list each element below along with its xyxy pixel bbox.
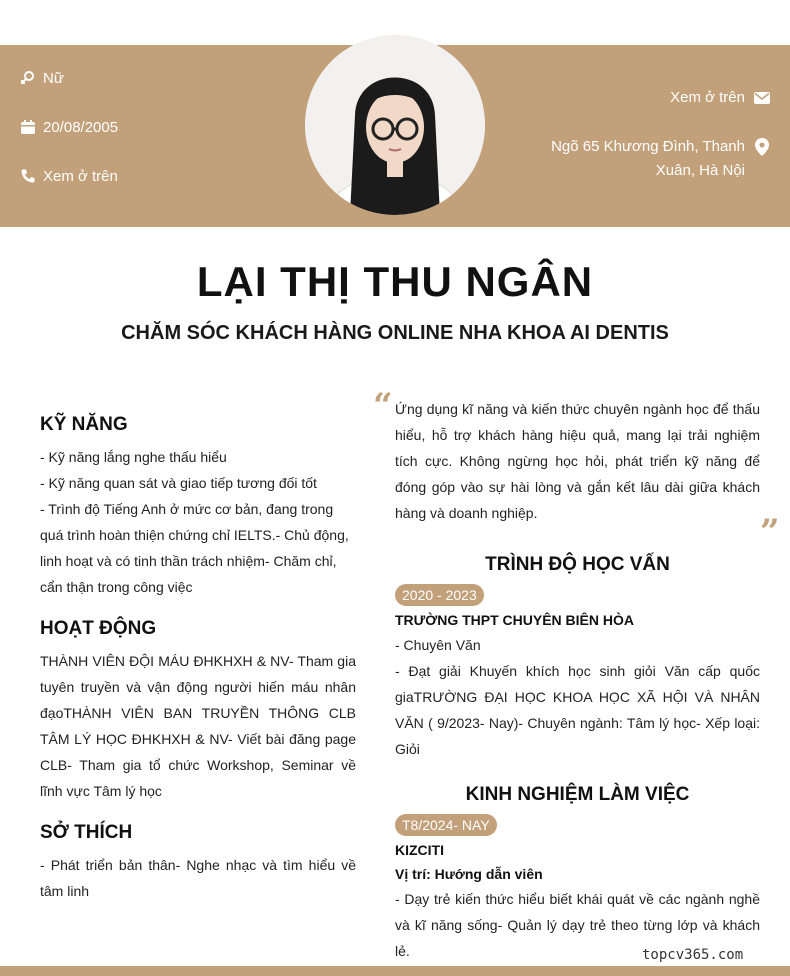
contact-right — [551, 86, 770, 208]
location-icon — [754, 135, 770, 159]
skills-title: KỸ NĂNG — [40, 414, 128, 435]
contact-left — [20, 66, 118, 213]
open-quote-icon: “ — [373, 386, 393, 426]
education-period-badge: 2020 - 2023 — [395, 584, 484, 606]
education-major: - Chuyên Văn — [395, 637, 481, 653]
experience-role: Vị trí: Hướng dẫn viên — [395, 866, 543, 882]
experience-details: - Dạy trẻ kiến thức hiểu biết khái quát về các ngành nghề và kĩ năng sống- Quản lý dạy trẻ theo từng lớp và khách lẻ. — [395, 891, 760, 959]
address-row — [551, 135, 770, 183]
activities-text: THÀNH VIÊN ĐỘI MÁU ĐHKHXH & NV- Tham gia tuyên truyền và vận động người hiến máu nhân đạoTHÀNH VIÊN BAN TRUYỀN THÔNG CLB TÂM LÝ HỌC ĐHKHXH & NV- Viết bài đăng page CLB- Tham gia tổ chức Workshop, Seminar về lĩnh vực Tâm lý học — [40, 653, 356, 799]
birthdate-text: 20/08/2005 — [43, 118, 119, 136]
footer-band — [0, 966, 790, 976]
career-objective: Ứng dụng kĩ năng và kiến thức chuyên ngành học để thấu hiểu, hỗ trợ khách hàng hiệu quả, mang lại trải nghiệm tích cực. Không ngừng học hỏi, phát triển kỹ năng để đóng góp vào sự hài lòng và gắn kết lâu dài giữa khách hàng và doanh nghiệp. — [395, 401, 760, 521]
phone-row — [20, 164, 118, 188]
experience-period-badge: T8/2024- NAY — [395, 814, 497, 836]
address-line-2: Xuân, Hà Nội — [655, 162, 745, 179]
avatar — [305, 35, 485, 215]
phone-icon — [20, 168, 36, 184]
education-school: TRƯỜNG THPT CHUYÊN BIÊN HÒA — [395, 612, 635, 628]
calendar-icon — [20, 119, 36, 135]
experience-title: KINH NGHIỆM LÀM VIỆC — [465, 784, 690, 805]
hobbies-title: SỞ THÍCH — [40, 822, 133, 843]
gender-text: Nữ — [43, 69, 64, 87]
gender-icon — [20, 70, 36, 86]
email-icon — [754, 86, 770, 110]
skill-item: - Kỹ năng lắng nghe thấu hiểu — [40, 449, 227, 465]
gender-row — [20, 66, 118, 90]
email-text: Xem ở trên — [670, 89, 745, 106]
phone-text: Xem ở trên — [43, 167, 118, 185]
skill-item: - Trình độ Tiếng Anh ở mức cơ bản, đang trong quá trình hoàn thiện chứng chỉ IELTS.- Chủ động, linh hoạt và có tinh thần trách nhiệm- Chăm chỉ, cẩn thận trong công việc — [40, 501, 349, 595]
experience-company: KIZCITI — [395, 842, 444, 858]
activities-title: HOẠT ĐỘNG — [40, 618, 157, 639]
skill-item: - Kỹ năng quan sát và giao tiếp tương đối tốt — [40, 475, 317, 491]
left-column — [40, 414, 356, 904]
job-position: CHĂM SÓC KHÁCH HÀNG ONLINE NHA KHOA AI DENTIS — [121, 322, 669, 344]
right-column — [395, 396, 760, 964]
education-title: TRÌNH ĐỘ HỌC VẤN — [485, 554, 670, 575]
birthdate-row — [20, 115, 118, 139]
address-line-1: Ngõ 65 Khương Đình, Thanh — [551, 138, 745, 155]
candidate-name: LẠI THỊ THU NGÂN — [196, 258, 594, 305]
watermark: topcv365.com — [642, 947, 744, 963]
email-row — [551, 86, 770, 110]
close-quote-icon: ” — [760, 512, 780, 552]
hobbies-text: - Phát triển bản thân- Nghe nhạc và tìm hiểu về tâm linh — [40, 857, 356, 899]
education-details: - Đạt giải Khuyến khích học sinh giỏi Văn cấp quốc giaTRƯỜNG ĐẠI HỌC KHOA HỌC XÃ HỘI VÀ NHÂN VĂN ( 9/2023- Nay)- Chuyên ngành: Tâm lý học- Xếp loại: Giỏi — [395, 663, 760, 757]
